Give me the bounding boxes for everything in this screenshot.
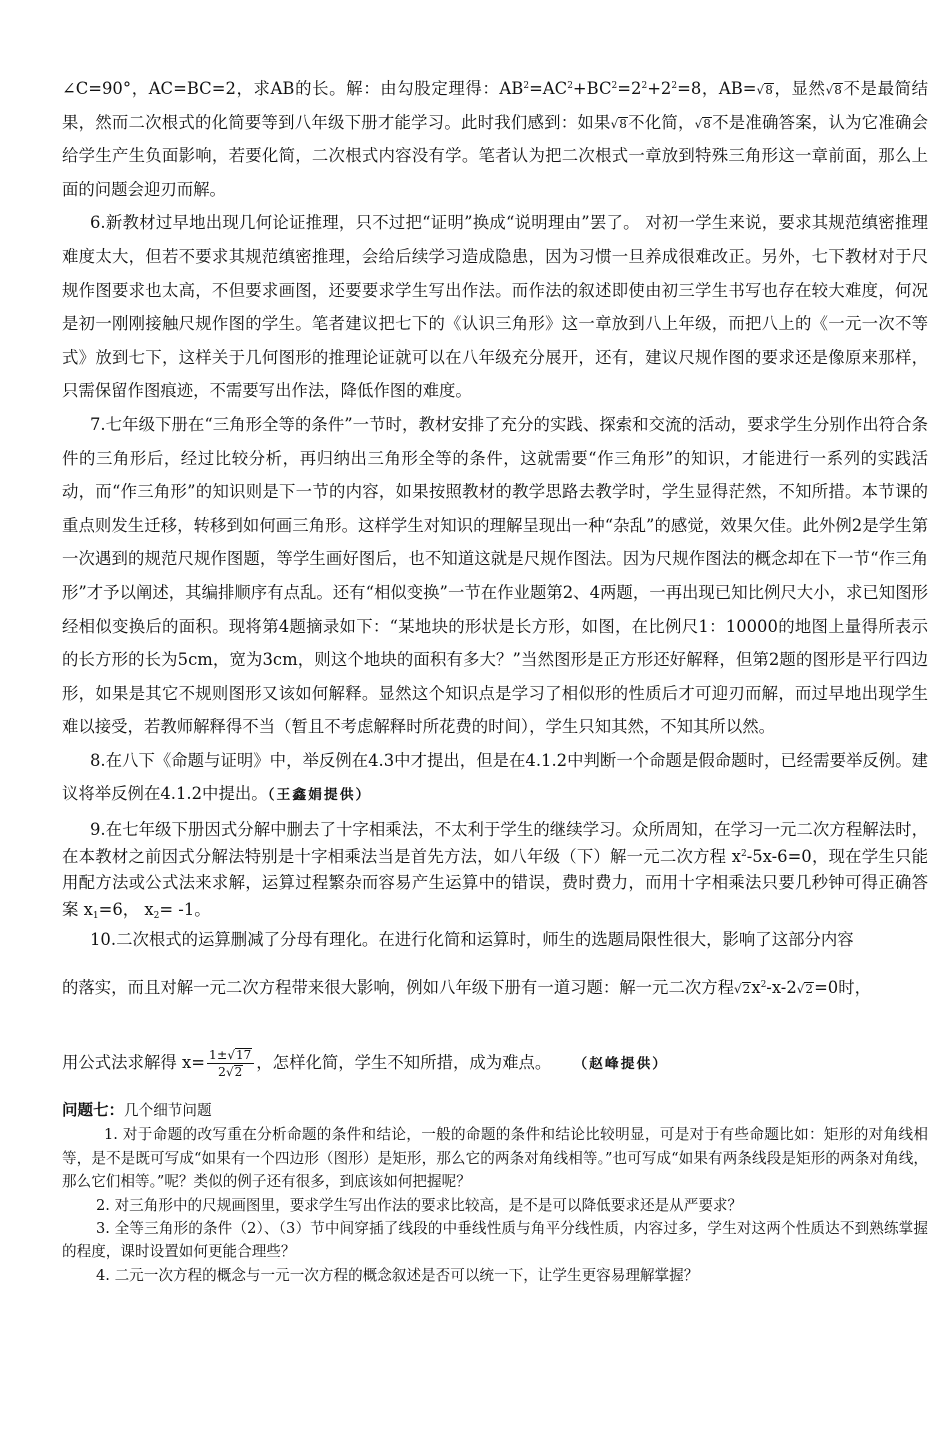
intro-text-3: +BC (572, 79, 612, 98)
paragraph-10-text-c: -x-2 (766, 978, 797, 998)
list-item: 4. 二元一次方程的概念与一元一次方程的概念叙述是否可以统一下，让学生更容易理解掌握？ (96, 1266, 699, 1284)
subscript: 1 (92, 910, 99, 921)
paragraph-8 (62, 744, 928, 813)
superscript: 2 (671, 81, 678, 91)
sqrt-8: √8 (756, 83, 773, 97)
sqrt-8: √8 (610, 116, 627, 131)
subscript: 2 (153, 910, 160, 921)
sqrt-8: √8 (825, 83, 842, 97)
paragraph-intro (62, 72, 928, 206)
credit-wang: （王鑫娟提供） (267, 787, 372, 804)
intro-text-8: 不是最简结果，然而二次根式的化简要等到八年级下册才能学习。此时我们感到：如果 (62, 79, 929, 132)
intro-text-10: 不是准确答案，认为它准确会给学生产生负面影响，若要化简，二次根式内容没有学。笔者认为把二次根式一章放到特殊三角形这一章前面，那么上面的问题会迎刃而解。 (62, 112, 929, 199)
sqrt-2: √2 (796, 982, 814, 997)
superscript: 2 (740, 848, 747, 859)
sqrt-8: √8 (694, 116, 711, 131)
list-item: 2. 对三角形中的尺规画图里，要求学生写出作法的要求比较高，是不是可以降低要求还是从严要求？ (96, 1196, 743, 1214)
paragraph-9-text-1: 9.在七年级下册因式分解中删去了十字相乘法，不太利于学生的继续学习。众所周知，在学习一元二次方程解法时，在本教材之前因式分解法特别是十字相乘法当是首先方法，如八年级（下）解一元二次方程 x (62, 820, 928, 866)
section-heading (62, 1098, 928, 1123)
paragraph-10-text-f: ，怎样化简，学生不知所措，成为难点。 (256, 1053, 552, 1073)
paragraph-6: 6.新教材过早地出现几何论证推理，只不过把“证明”换成“说明理由”罢了。 对初一学生来说，要求其规范缜密推理难度太大，但若不要求其规范缜密推理，会给后续学习造成隐患，因为习惯一旦养成很难改正。另外，七下教材对于尺规作图要求也太高，不但要求画图，还要要求学生写出作法。而作法的叙述即使由初三学生书写也存在较大难度，何况是初一刚刚接触尺规作图的学生。笔者建议把七下的《认识三角形》这一章放到八上年级，而把八上的《一元一次不等式》放到七下，这样关于几何图形的推理论证就可以在八年级充分展开，还有，建议尺规作图的要求还是像原来那样，只需保留作图痕迹，不需要写出作法，降低作图的难度。 (62, 213, 928, 401)
superscript: 2 (567, 81, 573, 91)
paragraph-10-line-3 (62, 1045, 928, 1082)
paragraph-9-text-2: -5x-6=0，现在学生只能用配方法或公式法来求解，运算过程繁杂而容易产生运算中的错误，费时费力，而用十字相乘法只要几秒钟可得正确答案 x (62, 846, 928, 919)
paragraph-10-text-d: =0时， (814, 978, 872, 998)
paragraph-9 (62, 817, 928, 923)
superscript: 2 (523, 81, 530, 91)
paragraph-10 (62, 925, 928, 1082)
document-page (62, 70, 928, 1287)
credit-zhao: （赵峰提供） (573, 1056, 669, 1073)
intro-text-1: ∠C=90°，AC=BC=2，求AB的长。解：由勾股定理得：AB (62, 79, 524, 98)
paragraph-9-text-4: = -1。 (159, 899, 211, 919)
list-item: 3. 全等三角形的条件（2）、（3）节中间穿插了线段的中垂线性质与角平分线性质，内容过多，学生对这两个性质达不到熟练掌握的程度，课时设置如何更能合理些？ (62, 1220, 928, 1261)
paragraph-7: 7.七年级下册在“三角形全等的条件”一节时，教材安排了充分的实践、探索和交流的活动，要求学生分别作出符合条件的三角形后，经过比较分析，再归纳出三角形全等的条件，这就需要“作三角形”的知识，才能进行一系列的实践活动，而“作三角形”的知识则是下一节的内容，如果按照教材的教学思路去教学时，学生显得茫然，不知所措。本节课的重点则发生迁移，转移到如何画三角形。这样学生对知识的理解呈现出一种“杂乱”的感觉，效果欠佳。此外例2是学生第一次遇到的规范尺规作图题，等学生画好图后，也不知道这就是尺规作图法。因为尺规作图法的概念却在下一节“作三角形”才予以阐述，其编排顺序有点乱。还有“相似变换”一节在作业题第2、4两题，一再出现已知比例尺大小，求已知图形经相似变换后的面积。现将第4题摘录如下：“某地块的形状是长方形，如图，在比例尺1：10000的地图上量得所表示的长方形的长为5cm，宽为3cm，则这个地块的面积有多大？”当然图形是正方形还好解释，但第2题的图形是平行四边形，如果是其它不规则图形又该如何解释。显然这个知识点是学习了相似形的性质后才可迎刃而解，而过早地出现学生难以接受，若教师解释得不当（暂且不考虑解释时所花费的时间），学生只知其然，不知其所以然。 (62, 414, 928, 737)
superscript: 2 (641, 81, 648, 91)
section-question-7 (62, 1098, 928, 1287)
sqrt-2: √2 (734, 982, 751, 997)
paragraph-10-text-b: x (751, 978, 761, 998)
paragraph-10-text-e: 用公式法求解得 x= (62, 1053, 205, 1073)
intro-text-2: =AC (529, 79, 568, 98)
superscript: 2 (611, 81, 618, 91)
section-title: 问题七： (62, 1100, 125, 1120)
superscript: 2 (760, 980, 767, 991)
intro-text-5: +2 (647, 79, 672, 98)
section-subtitle: 几个细节问题 (124, 1102, 212, 1120)
list-item: 1. 对于命题的改写重在分析命题的条件和结论，一般的命题的条件和结论比较明显，可是对于有些命题比如：矩形的对角线相等，是不是既可写成“如果有一个四边形（图形）是矩形，那么它的两条对角线相等。”也可写成“如果有两条线段是矩形的两条对角线，那么它们相等。”呢？类似的例子还有很多，到底该如何把握呢？ (62, 1126, 928, 1191)
paragraph-10-line-2 (62, 973, 928, 1003)
intro-text-4: =2 (617, 79, 642, 98)
intro-text-7: ，显然 (773, 79, 826, 98)
intro-text-6: =8，AB= (677, 79, 757, 98)
paragraph-10-line-1: 10.二次根式的运算删减了分母有理化。在进行化简和运算时，师生的选题局限性很大，影响了这部分内容 (90, 930, 854, 950)
paragraph-8-text: 8.在八下《命题与证明》中，举反例在4.3中才提出，但是在4.1.2中判断一个命题是假命题时，已经需要举反例。建议将举反例在4.1.2中提出。 (62, 750, 928, 804)
intro-text-9: 不化简， (627, 112, 695, 132)
paragraph-9-text-3: =6， x (98, 899, 154, 919)
fraction-formula: $\frac{1\pm√17}{2√2}$ (207, 1047, 254, 1080)
paragraph-10-text-a: 的落实，而且对解一元二次方程带来很大影响，例如八年级下册有一道习题：解一元二次方程 (62, 978, 735, 998)
